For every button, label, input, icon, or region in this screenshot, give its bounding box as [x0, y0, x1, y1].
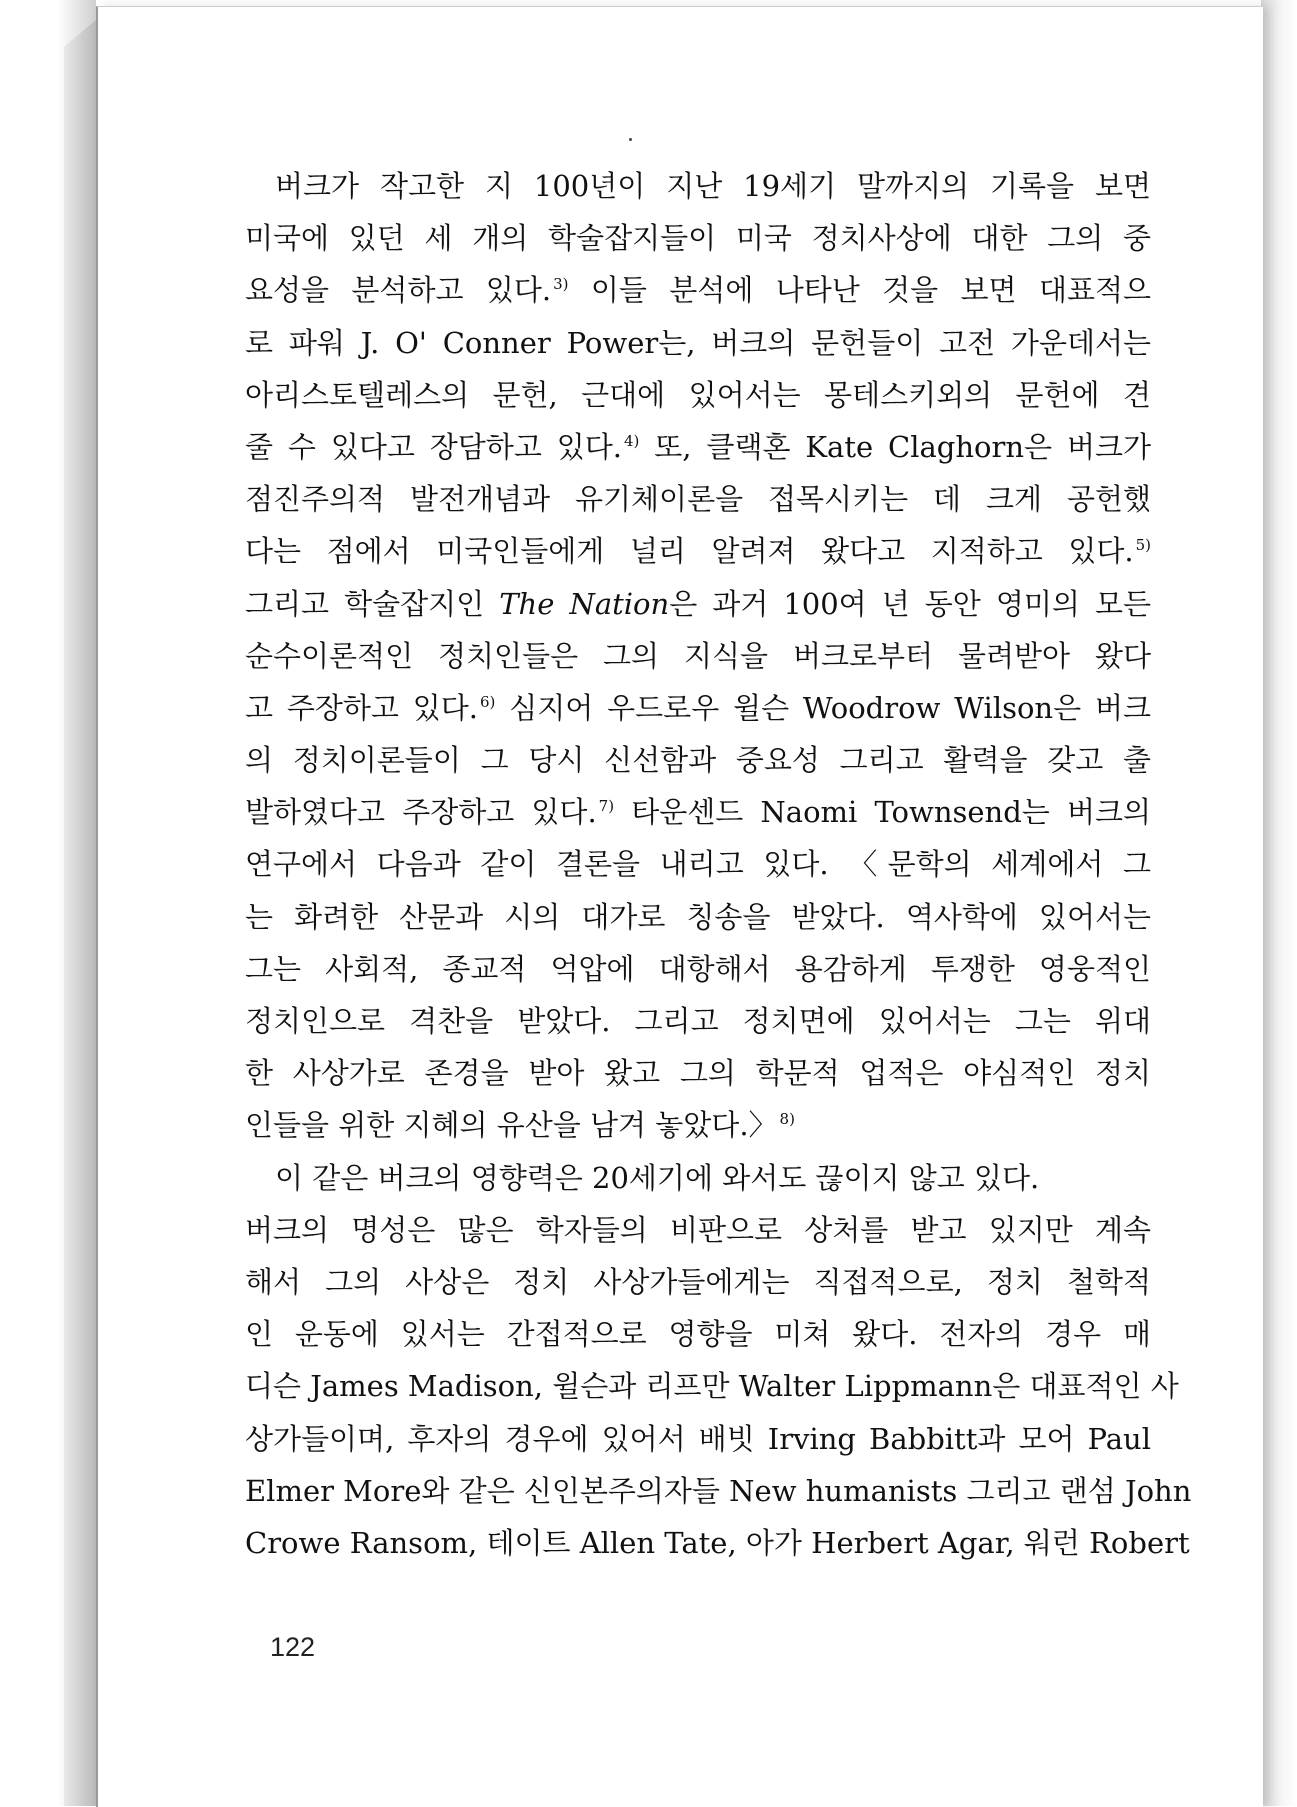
footnote-marker: 5): [1135, 536, 1151, 555]
text-line: [245, 682, 1151, 734]
text-run: 요성을 분석하고 있다.: [245, 273, 552, 308]
text-run: Elmer More와 같은 신인본주의자들 New humanists 그리고 랜섬 John: [245, 1473, 1192, 1508]
text-line: [245, 1413, 1151, 1465]
speck-mark: [629, 138, 632, 141]
text-run: 의 정치이론들이 그 당시 신선함과 중요성 그리고 활력을 갖고 출: [245, 743, 1151, 778]
text-run: 는 화려한 산문과 시의 대가로 칭송을 받았다. 역사학에 있어서는: [245, 899, 1151, 934]
text-run: 인들을 위한 지혜의 유산을 남겨 놓았다.〉: [245, 1108, 778, 1143]
text-line: [245, 943, 1151, 995]
text-run: 점진주의적 발전개념과 유기체이론을 접목시키는 데 크게 공헌했: [245, 482, 1151, 517]
footnote-marker: 3): [553, 275, 569, 294]
text-line: [245, 369, 1151, 421]
footnote-marker: 8): [779, 1110, 795, 1129]
text-line: [245, 160, 1151, 212]
text-line: [245, 473, 1151, 525]
text-line: [245, 1256, 1151, 1308]
page-number: 122: [270, 1632, 316, 1662]
text-run: 디슨 James Madison, 윌슨과 리프만 Walter Lippmann은 대표적인 사: [245, 1369, 1179, 1404]
text-run: 이들 분석에 나타난 것을 보면 대표적으: [568, 273, 1151, 308]
text-line: [245, 1204, 1151, 1256]
footnote-marker: 7): [598, 797, 615, 816]
text-run: 은 과거 100여 년 동안 영미의 모든: [669, 586, 1151, 621]
text-run: 버크가 작고한 지 100년이 지난 19세기 말까지의 기록을 보면: [275, 169, 1151, 203]
footnote-marker: 6): [480, 692, 496, 711]
text-line: [245, 578, 1151, 630]
text-line: [245, 525, 1151, 577]
text-run: 미국에 있던 세 개의 학술잡지들이 미국 정치사상에 대한 그의 중: [245, 221, 1151, 256]
text-line: [245, 317, 1151, 369]
text-run: 줄 수 있다고 장담하고 있다.: [245, 429, 622, 464]
text-run: Crowe Ransom, 테이트 Allen Tate, 아가 Herbert Agar, 워런 Robert: [245, 1525, 1190, 1560]
text-line: [245, 1360, 1179, 1412]
text-run: 이 같은 버크의 영향력은 20세기에 와서도 끊이지 않고 있다.: [275, 1160, 1040, 1195]
text-run: 상가들이며, 후자의 경우에 있어서 배빗 Irving Babbitt과 모어 Paul: [245, 1421, 1151, 1456]
text-run: 그는 사회적, 종교적 억압에 대항해서 용감하게 투쟁한 영웅적인: [245, 951, 1151, 986]
text-run: 해서 그의 사상은 정치 사상가들에게는 직접적으로, 정치 철학적: [245, 1264, 1151, 1299]
italic-title: The Nation: [499, 586, 670, 621]
text-run: 로 파워 J. O' Conner Power는, 버크의 문헌들이 고전 가운데서는: [245, 325, 1151, 360]
text-run: 타운센드 Naomi Townsend는 버크의: [614, 795, 1151, 830]
text-run: 또, 클랙혼 Kate Claghorn은 버크가: [639, 429, 1151, 464]
text-run: 정치인으로 격찬을 받았다. 그리고 정치면에 있어서는 그는 위대: [245, 1004, 1151, 1038]
text-line: [245, 995, 1151, 1047]
text-line: [245, 1308, 1151, 1360]
text-line: [245, 630, 1151, 682]
text-line: [245, 264, 1151, 316]
text-run: 연구에서 다음과 같이 결론을 내리고 있다. 〈문학의 세계에서 그: [245, 847, 1151, 882]
page-stack-shadow: [64, 20, 96, 1806]
text-run: 아리스토텔레스의 문헌, 근대에 있어서는 몽테스키외의 문헌에 견: [245, 377, 1151, 412]
text-line: [245, 734, 1151, 786]
body-text: [245, 160, 1192, 1569]
text-line: [245, 786, 1151, 838]
text-run: 그리고 학술잡지인: [245, 586, 500, 621]
text-run: 버크의 명성은 많은 학자들의 비판으로 상처를 받고 있지만 계속: [245, 1212, 1151, 1247]
text-line: [245, 1047, 1151, 1099]
text-run: 인 운동에 있서는 간접적으로 영향을 미쳐 왔다. 전자의 경우 매: [245, 1317, 1151, 1352]
text-line: [245, 891, 1151, 943]
text-line: [245, 1517, 1190, 1569]
text-line: [245, 1465, 1192, 1517]
text-run: 한 사상가로 존경을 받아 왔고 그의 학문적 업적은 야심적인 정치: [245, 1056, 1151, 1091]
page-block-right-edge: [1261, 0, 1297, 1806]
footnote-marker: 4): [623, 431, 640, 450]
text-run: 다는 점에서 미국인들에게 널리 알려져 왔다고 지적하고 있다.: [245, 534, 1134, 569]
text-line: [245, 421, 1151, 473]
text-run: 심지어 우드로우 윌슨 Woodrow Wilson은 버크: [495, 690, 1151, 725]
text-line: [245, 838, 1151, 890]
text-line: [245, 212, 1151, 264]
text-run: 고 주장하고 있다.: [245, 690, 479, 725]
text-run: 발하였다고 주장하고 있다.: [245, 795, 597, 830]
text-line: [245, 1152, 1151, 1204]
text-run: 순수이론적인 정치인들은 그의 지식을 버크로부터 물려받아 왔다: [245, 638, 1151, 673]
text-line: [245, 1099, 1151, 1151]
